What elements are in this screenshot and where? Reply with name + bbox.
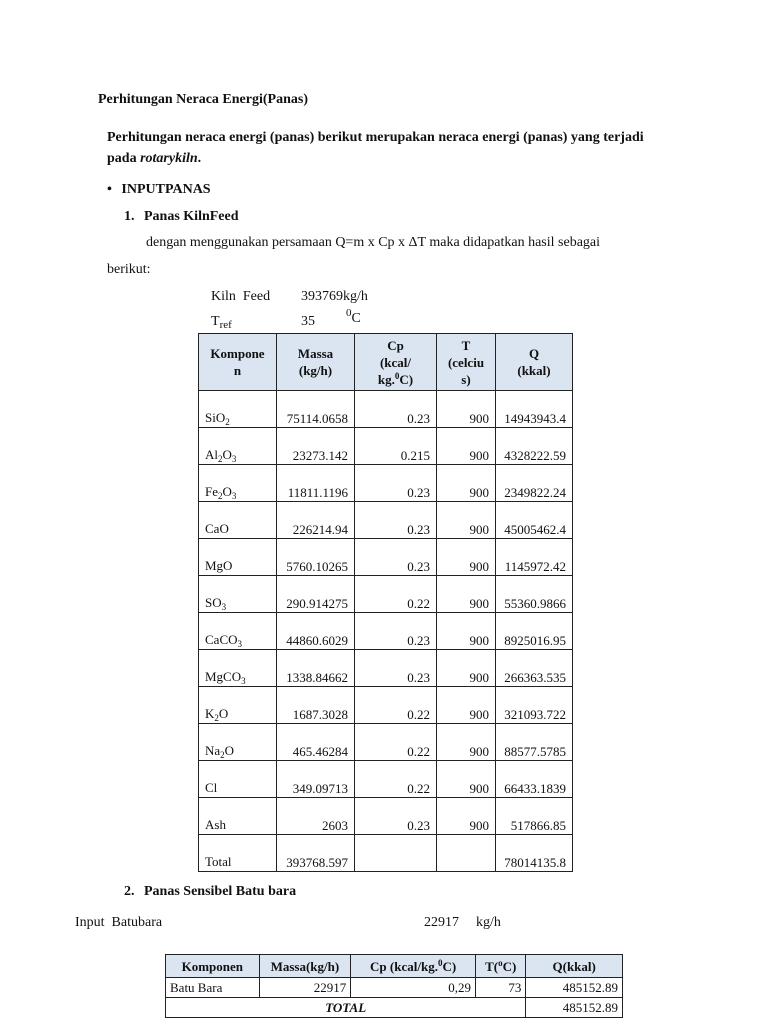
cell-q: 517866.85 (496, 798, 573, 835)
bullet-label: INPUTPANAS (121, 182, 211, 197)
cell-massa: 44860.6029 (277, 613, 355, 650)
cell-t: 900 (437, 650, 496, 687)
cell-q: 4328222.59 (496, 428, 573, 465)
intro-italic: rotarykiln (140, 151, 198, 166)
coal-header-komponen: Komponen (166, 955, 260, 978)
cell-massa: 1338.84662 (277, 650, 355, 687)
table-row (199, 613, 573, 650)
cell-cp: 0.23 (355, 539, 437, 576)
cell-massa: 349.09713 (277, 761, 355, 798)
cell-massa: 23273.142 (277, 428, 355, 465)
coal-header-massa: Massa(kg/h) (259, 955, 351, 978)
table-row (199, 761, 573, 798)
coal-cell-massa: 22917 (259, 978, 351, 998)
input-batubara-value: 22917 (424, 915, 459, 930)
cell-cp: 0.23 (355, 502, 437, 539)
coal-table-header-row (166, 955, 623, 978)
cell-komponen: Total (199, 835, 277, 872)
tref-value: 35 (301, 314, 315, 329)
table-row (199, 650, 573, 687)
table-row (199, 539, 573, 576)
section2-heading (124, 884, 296, 900)
cell-massa: 75114.0658 (277, 391, 355, 428)
section1-heading (124, 209, 239, 225)
cell-q: 8925016.95 (496, 613, 573, 650)
table-row (199, 798, 573, 835)
cell-komponen: $Na_2O$ (199, 724, 277, 761)
cell-t: 900 (437, 391, 496, 428)
coal-header-t: T($^o$C) (476, 955, 526, 978)
table-row (199, 465, 573, 502)
cell-cp: 0.23 (355, 465, 437, 502)
cell-cp: 0.22 (355, 761, 437, 798)
table-row (199, 391, 573, 428)
cell-massa: 11811.1196 (277, 465, 355, 502)
header-massa: Massa (kg/h) (277, 334, 355, 391)
input-batubara-label: Input Batubara (75, 915, 163, 930)
kiln-feed-value: 393769kg/h (301, 289, 368, 304)
cell-massa: 2603 (277, 798, 355, 835)
header-t: T (celciu s) (437, 334, 496, 391)
cell-komponen: CaO (199, 502, 277, 539)
cell-komponen: Ash (199, 798, 277, 835)
cell-massa: 290.914275 (277, 576, 355, 613)
coal-total-value: 485152.89 (526, 998, 623, 1018)
cell-cp: 0.215 (355, 428, 437, 465)
input-batubara-unit: kg/h (476, 915, 501, 930)
coal-cell-cp: 0,29 (351, 978, 476, 998)
cell-t: 900 (437, 428, 496, 465)
bullet-input-panas (107, 182, 211, 198)
kiln-feed-label: Kiln Feed (211, 289, 271, 304)
coal-table (165, 954, 623, 1018)
cell-q: 266363.535 (496, 650, 573, 687)
cell-q: 66433.1839 (496, 761, 573, 798)
cell-komponen: $Al_2O_3$ (199, 428, 277, 465)
cell-q: 45005462.4 (496, 502, 573, 539)
table-row (199, 835, 573, 872)
section2-number: 2. (124, 884, 135, 899)
cell-t: 900 (437, 576, 496, 613)
kiln-table-header-row (199, 334, 573, 391)
coal-cell-komponen: Batu Bara (166, 978, 260, 998)
cell-t: 900 (437, 687, 496, 724)
cell-cp: 0.23 (355, 391, 437, 428)
cell-cp: 0.23 (355, 798, 437, 835)
cell-massa: 1687.3028 (277, 687, 355, 724)
cell-massa: 393768.597 (277, 835, 355, 872)
table-row (199, 502, 573, 539)
cell-q: 321093.722 (496, 687, 573, 724)
intro-tail: . (197, 151, 202, 166)
coal-total-label: TOTAL (166, 998, 526, 1018)
table-row (199, 687, 573, 724)
table-row (199, 724, 573, 761)
cell-massa: 226214.94 (277, 502, 355, 539)
cell-massa: 5760.10265 (277, 539, 355, 576)
cell-komponen: CaCO$_3$ (199, 613, 277, 650)
tref-unit: $^0$C (346, 307, 361, 326)
cell-komponen: $K_2O$ (199, 687, 277, 724)
cell-cp: 0.22 (355, 576, 437, 613)
cell-t: 900 (437, 465, 496, 502)
kiln-feed-table (198, 333, 573, 872)
header-cp: Cp (kcal/ kg.$^0$C) (355, 334, 437, 391)
cell-q: 55360.9866 (496, 576, 573, 613)
table-row (199, 576, 573, 613)
cell-t (437, 835, 496, 872)
cell-komponen: MgO (199, 539, 277, 576)
cell-t: 900 (437, 502, 496, 539)
cell-komponen: MgCO$_3$ (199, 650, 277, 687)
cell-q: 2349822.24 (496, 465, 573, 502)
bullet-icon: • (107, 182, 112, 197)
header-q: Q (kkal) (496, 334, 573, 391)
header-komponen: Kompone n (199, 334, 277, 391)
cell-t: 900 (437, 724, 496, 761)
coal-cell-q: 485152.89 (526, 978, 623, 998)
cell-t: 900 (437, 798, 496, 835)
cell-q: 78014135.8 (496, 835, 573, 872)
coal-table-row (166, 978, 623, 998)
cell-q: 14943943.4 (496, 391, 573, 428)
cell-komponen: SiO$_2$ (199, 391, 277, 428)
cell-t: 900 (437, 761, 496, 798)
cell-cp: 0.23 (355, 650, 437, 687)
intro-paragraph (107, 127, 667, 169)
tref-label: $T_{ref}$ (211, 314, 232, 331)
section1-description-line1: dengan menggunakan persamaan Q=m x Cp x ΔT maka didapatkan hasil sebagai (146, 235, 601, 250)
section1-title: Panas KilnFeed (144, 209, 239, 224)
table-row (199, 428, 573, 465)
cell-t: 900 (437, 613, 496, 650)
coal-table-total-row (166, 998, 623, 1018)
coal-header-cp: Cp (kcal/kg.$^0$C) (351, 955, 476, 978)
coal-cell-t: 73 (476, 978, 526, 998)
cell-komponen: $Fe_2O_3$ (199, 465, 277, 502)
coal-header-q: Q(kkal) (526, 955, 623, 978)
section2-title: Panas Sensibel Batu bara (144, 884, 297, 899)
cell-cp: 0.22 (355, 687, 437, 724)
cell-q: 1145972.42 (496, 539, 573, 576)
cell-komponen: Cl (199, 761, 277, 798)
section1-number: 1. (124, 209, 135, 224)
section1-description-line2: berikut: (107, 262, 151, 277)
cell-t: 900 (437, 539, 496, 576)
cell-q: 88577.5785 (496, 724, 573, 761)
cell-cp (355, 835, 437, 872)
intro-text: Perhitungan neraca energi (panas) berikut merupakan neraca energi (panas) yang terjadi pada (107, 130, 644, 166)
page-title: Perhitungan Neraca Energi(Panas) (98, 92, 308, 107)
cell-komponen: $SO_3$ (199, 576, 277, 613)
cell-cp: 0.23 (355, 613, 437, 650)
cell-massa: 465.46284 (277, 724, 355, 761)
cell-cp: 0.22 (355, 724, 437, 761)
